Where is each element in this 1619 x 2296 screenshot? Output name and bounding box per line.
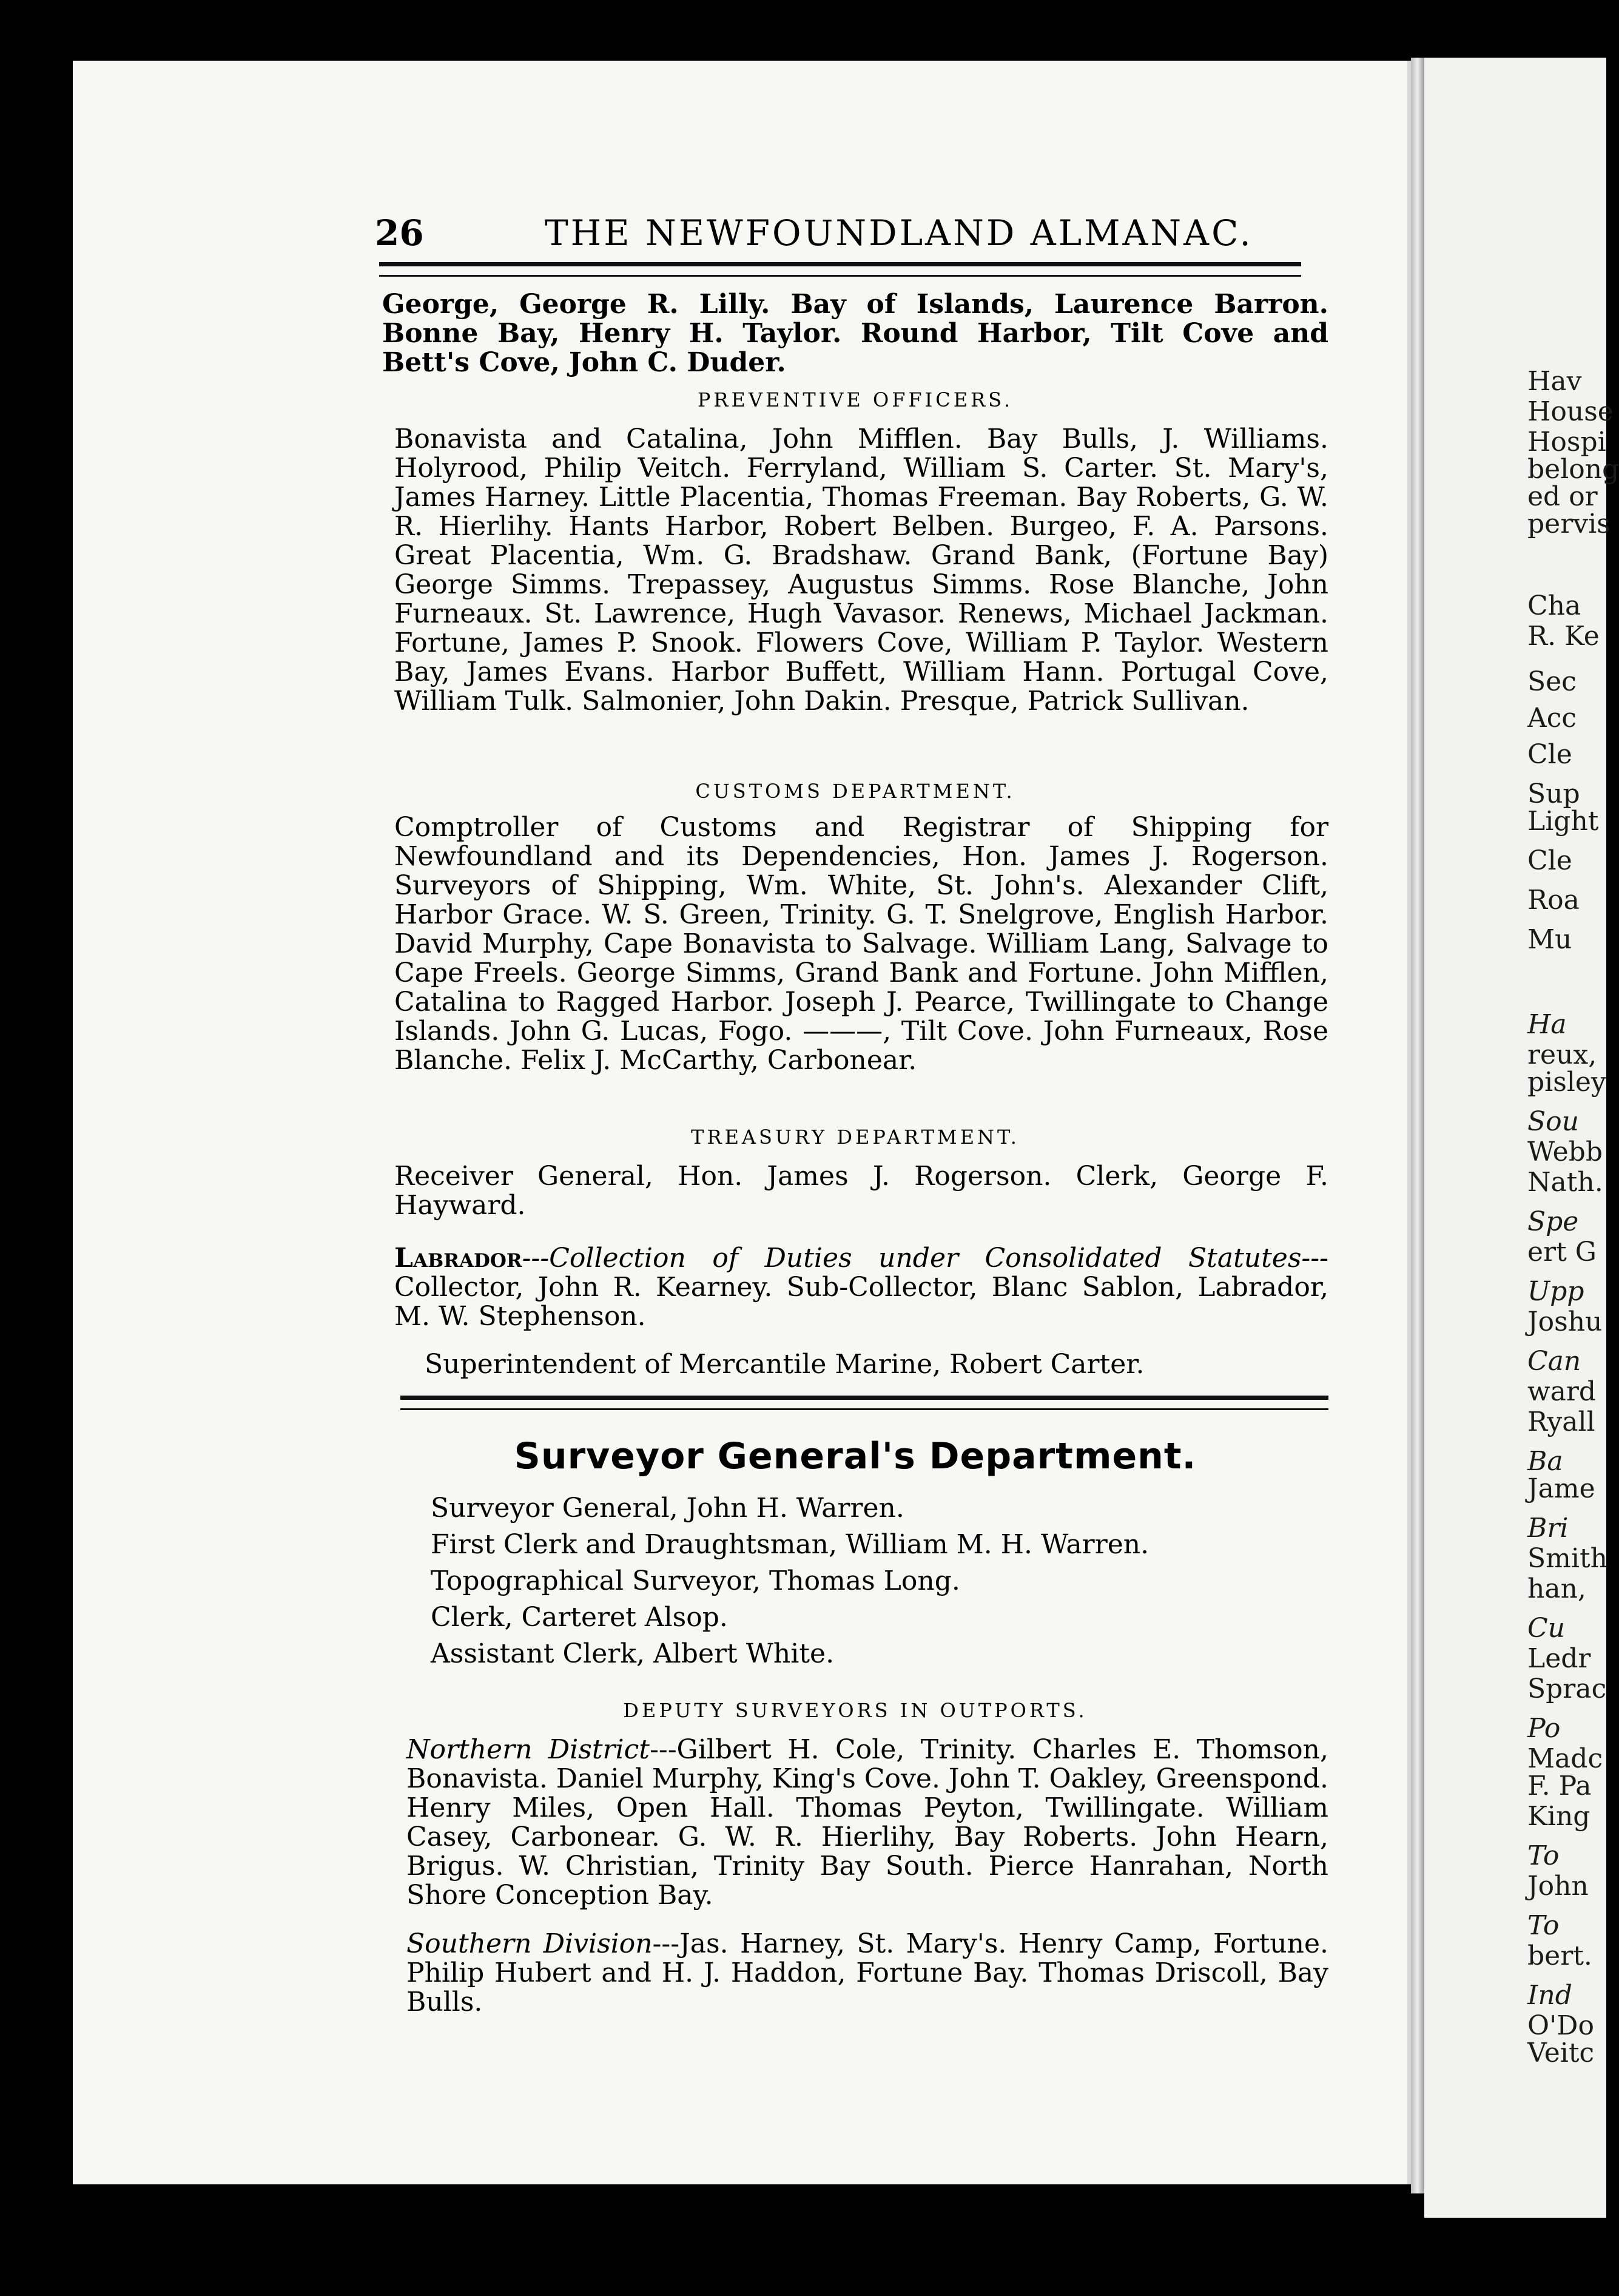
running-title: THE NEWFOUNDLAND ALMANAC. bbox=[545, 212, 1253, 254]
facing-page-fragment: han, bbox=[1527, 1573, 1586, 1604]
facing-page-fragment: Mu bbox=[1527, 924, 1572, 955]
northern-label: Northern District bbox=[406, 1734, 650, 1765]
deputy-heading: DEPUTY SURVEYORS IN OUTPORTS. bbox=[623, 1699, 1088, 1722]
facing-page-fragment: Hospi bbox=[1527, 427, 1606, 458]
facing-page-fragment: ert G bbox=[1527, 1237, 1597, 1268]
facing-page-fragment: Sup bbox=[1527, 778, 1580, 809]
labrador-rest: Collector, John R. Kearney. Sub-Collector, Blanc Sablon, Labrador, M. W. Stephenson. bbox=[394, 1272, 1328, 1332]
customs-text: Comptroller of Customs and Registrar of Shipping for Newfoundland and its Dependencies, Hon. James J. Rogerson. Surveyors of Shipping, Wm. White, St. John's. Alexander Clift, Harbor Grace. W. S. Green, Trinity. G. T. Snelgrove, English Harbor. David Murphy, Cape Bonavista to Salvage. William Lang, Salvage to Cape Freels. George Simms, Grand Bank and Fortune. John Mifflen, Catalina to Ragged Harbor. Joseph J. Pearce, Twillingate to Change Islands. John G. Lucas, Fogo. ———, Tilt Cove. John Furneaux, Rose Blanche. Felix J. McCarthy, Carbonear. bbox=[394, 812, 1328, 1076]
northern-district bbox=[406, 1735, 1328, 1910]
preventive-text: Bonavista and Catalina, John Mifflen. Bay Bulls, J. Williams. Holyrood, Philip Veitch. Ferryland, William S. Carter. St. Mary's, James Harney. Little Placentia, Thomas Freeman. Bay Roberts, G. W. R. Hierlihy. Hants Harbor, Robert Belben. Burgeo, F. A. Parsons. Great Placentia, Wm. G. Bradshaw. Grand Bank, (Fortune Bay) George Simms. Trepassey, Augustus Simms. Rose Blanche, John Furneaux. St. Lawrence, Hugh Vavasor. Renews, Michael Jackman. Fortune, James P. Snook. Flowers Cove, William P. Taylor. Western Bay, James Evans. Harbor Buffett, William Hann. Portugal Cove, William Tulk. Salmonier, John Dakin. Presque, Patrick Sullivan. bbox=[394, 424, 1328, 717]
facing-page-fragment: Smith bbox=[1527, 1543, 1607, 1574]
book-spine bbox=[1411, 58, 1424, 2193]
facing-page-fragment: Sprac bbox=[1527, 1673, 1607, 1704]
page-number: 26 bbox=[375, 212, 424, 254]
treasury-receiver: Receiver General, Hon. James J. Rogerson. Clerk, George F. Hayward. bbox=[394, 1161, 1328, 1221]
facing-page-fragment: bert. bbox=[1527, 1940, 1592, 1971]
facing-page-fragment: Sec bbox=[1527, 666, 1577, 697]
southern-division bbox=[406, 1930, 1328, 2017]
treasury-heading: TREASURY DEPARTMENT. bbox=[691, 1126, 1020, 1149]
facing-page-fragment: Hav bbox=[1527, 366, 1582, 397]
facing-page-fragment: Ind bbox=[1527, 1980, 1572, 2011]
header-rule bbox=[379, 262, 1301, 277]
surveyor-entry: Surveyor General, John H. Warren. bbox=[431, 1493, 904, 1524]
treasury-superintendent: Superintendent of Mercantile Marine, Robert Carter. bbox=[425, 1349, 1145, 1380]
facing-page-fragment: Madc bbox=[1527, 1743, 1603, 1774]
facing-page-fragment: pisley bbox=[1527, 1067, 1606, 1098]
surveyor-entry: Topographical Surveyor, Thomas Long. bbox=[431, 1565, 960, 1596]
facing-page-fragment: House bbox=[1527, 396, 1614, 427]
southern-text: ---Jas. Harney, St. Mary's. Henry Camp, Fortune. Philip Hubert and H. J. Haddon, Fortune Bay. Thomas Driscoll, Bay Bulls. bbox=[406, 1928, 1328, 2017]
facing-page-fragment: Roa bbox=[1527, 885, 1580, 916]
customs-heading: CUSTOMS DEPARTMENT. bbox=[695, 780, 1015, 803]
facing-page-fragment: Cu bbox=[1527, 1613, 1566, 1644]
page-header bbox=[375, 212, 1333, 255]
facing-page-fragment: O'Do bbox=[1527, 2010, 1594, 2041]
facing-page-fragment: Acc bbox=[1527, 703, 1577, 734]
facing-page-fragment: pervis bbox=[1527, 508, 1611, 539]
surveyor-entry: First Clerk and Draughtsman, William M. H. Warren. bbox=[431, 1529, 1149, 1560]
surveyor-entry: Assistant Clerk, Albert White. bbox=[431, 1638, 835, 1669]
facing-page-fragment: Veitc bbox=[1527, 2038, 1595, 2068]
facing-page-fragment: reux, bbox=[1527, 1039, 1597, 1070]
facing-page-fragment: belong bbox=[1527, 454, 1619, 485]
surveyor-entry: Clerk, Carteret Alsop. bbox=[431, 1602, 728, 1633]
section-rule bbox=[400, 1396, 1328, 1410]
facing-page-fragment: R. Ke bbox=[1527, 621, 1600, 652]
southern-label: Southern Division bbox=[406, 1928, 653, 1959]
facing-page-fragment: Webb bbox=[1527, 1136, 1603, 1167]
facing-page-fragment: Sou bbox=[1527, 1106, 1579, 1137]
facing-page-fragment: Ba bbox=[1527, 1446, 1563, 1477]
facing-page-fragment: Po bbox=[1527, 1713, 1561, 1744]
facing-page-fragment: Spe bbox=[1527, 1206, 1579, 1237]
facing-page-fragment: Ledr bbox=[1527, 1643, 1591, 1674]
intro-paragraph: George, George R. Lilly. Bay of Islands, Laurence Barron. Bonne Bay, Henry H. Taylor. Round Harbor, Tilt Cove and Bett's Cove, John C. Duder. bbox=[382, 289, 1328, 378]
facing-page-fragment: Cle bbox=[1527, 739, 1572, 770]
labrador-italic: ---Collection of Duties under Consolidated Statutes--- bbox=[522, 1243, 1328, 1274]
facing-page-fragment: Can bbox=[1527, 1346, 1581, 1377]
facing-page-fragment: To bbox=[1527, 1910, 1560, 1941]
facing-page-fragment: To bbox=[1527, 1840, 1560, 1871]
surveyor-heading: Surveyor General's Department. bbox=[514, 1435, 1197, 1477]
preventive-heading: PREVENTIVE OFFICERS. bbox=[697, 388, 1014, 411]
facing-page-fragment: Cha bbox=[1527, 590, 1581, 621]
facing-page-fragment: Upp bbox=[1527, 1276, 1584, 1307]
facing-page-fragment: Ryall bbox=[1527, 1406, 1595, 1437]
facing-page-fragment: Ha bbox=[1527, 1009, 1567, 1040]
facing-page-fragment: King bbox=[1527, 1801, 1590, 1832]
facing-page-fragment: Cle bbox=[1527, 845, 1572, 876]
facing-page-fragment: John bbox=[1527, 1871, 1589, 1902]
facing-page-fragment: Joshu bbox=[1527, 1306, 1603, 1337]
facing-page-fragment: ed or bbox=[1527, 481, 1598, 512]
facing-page-fragment: Bri bbox=[1527, 1513, 1569, 1544]
treasury-labrador bbox=[394, 1244, 1328, 1331]
facing-page-fragment: Jame bbox=[1527, 1473, 1595, 1504]
facing-page-fragment: F. Pa bbox=[1527, 1771, 1592, 1801]
facing-page-fragment: Nath. bbox=[1527, 1167, 1603, 1198]
facing-page-fragment: Light bbox=[1527, 806, 1599, 837]
facing-page-fragment: ward bbox=[1527, 1376, 1597, 1407]
facing-page bbox=[1424, 58, 1619, 2218]
labrador-label: Labrador bbox=[394, 1243, 522, 1274]
northern-text: ---Gilbert H. Cole, Trinity. Charles E. Thomson, Bonavista. Daniel Murphy, King's Cove. John T. Oakley, Greenspond. Henry Miles, Open Hall. Thomas Peyton, Twillingate. William Casey, Carbonear. G. W. R. Hierlihy, Bay Roberts. John Hearn, Brigus. W. Christian, Trinity Bay South. Pierce Hanrahan, North Shore Conception Bay. bbox=[406, 1734, 1329, 1911]
